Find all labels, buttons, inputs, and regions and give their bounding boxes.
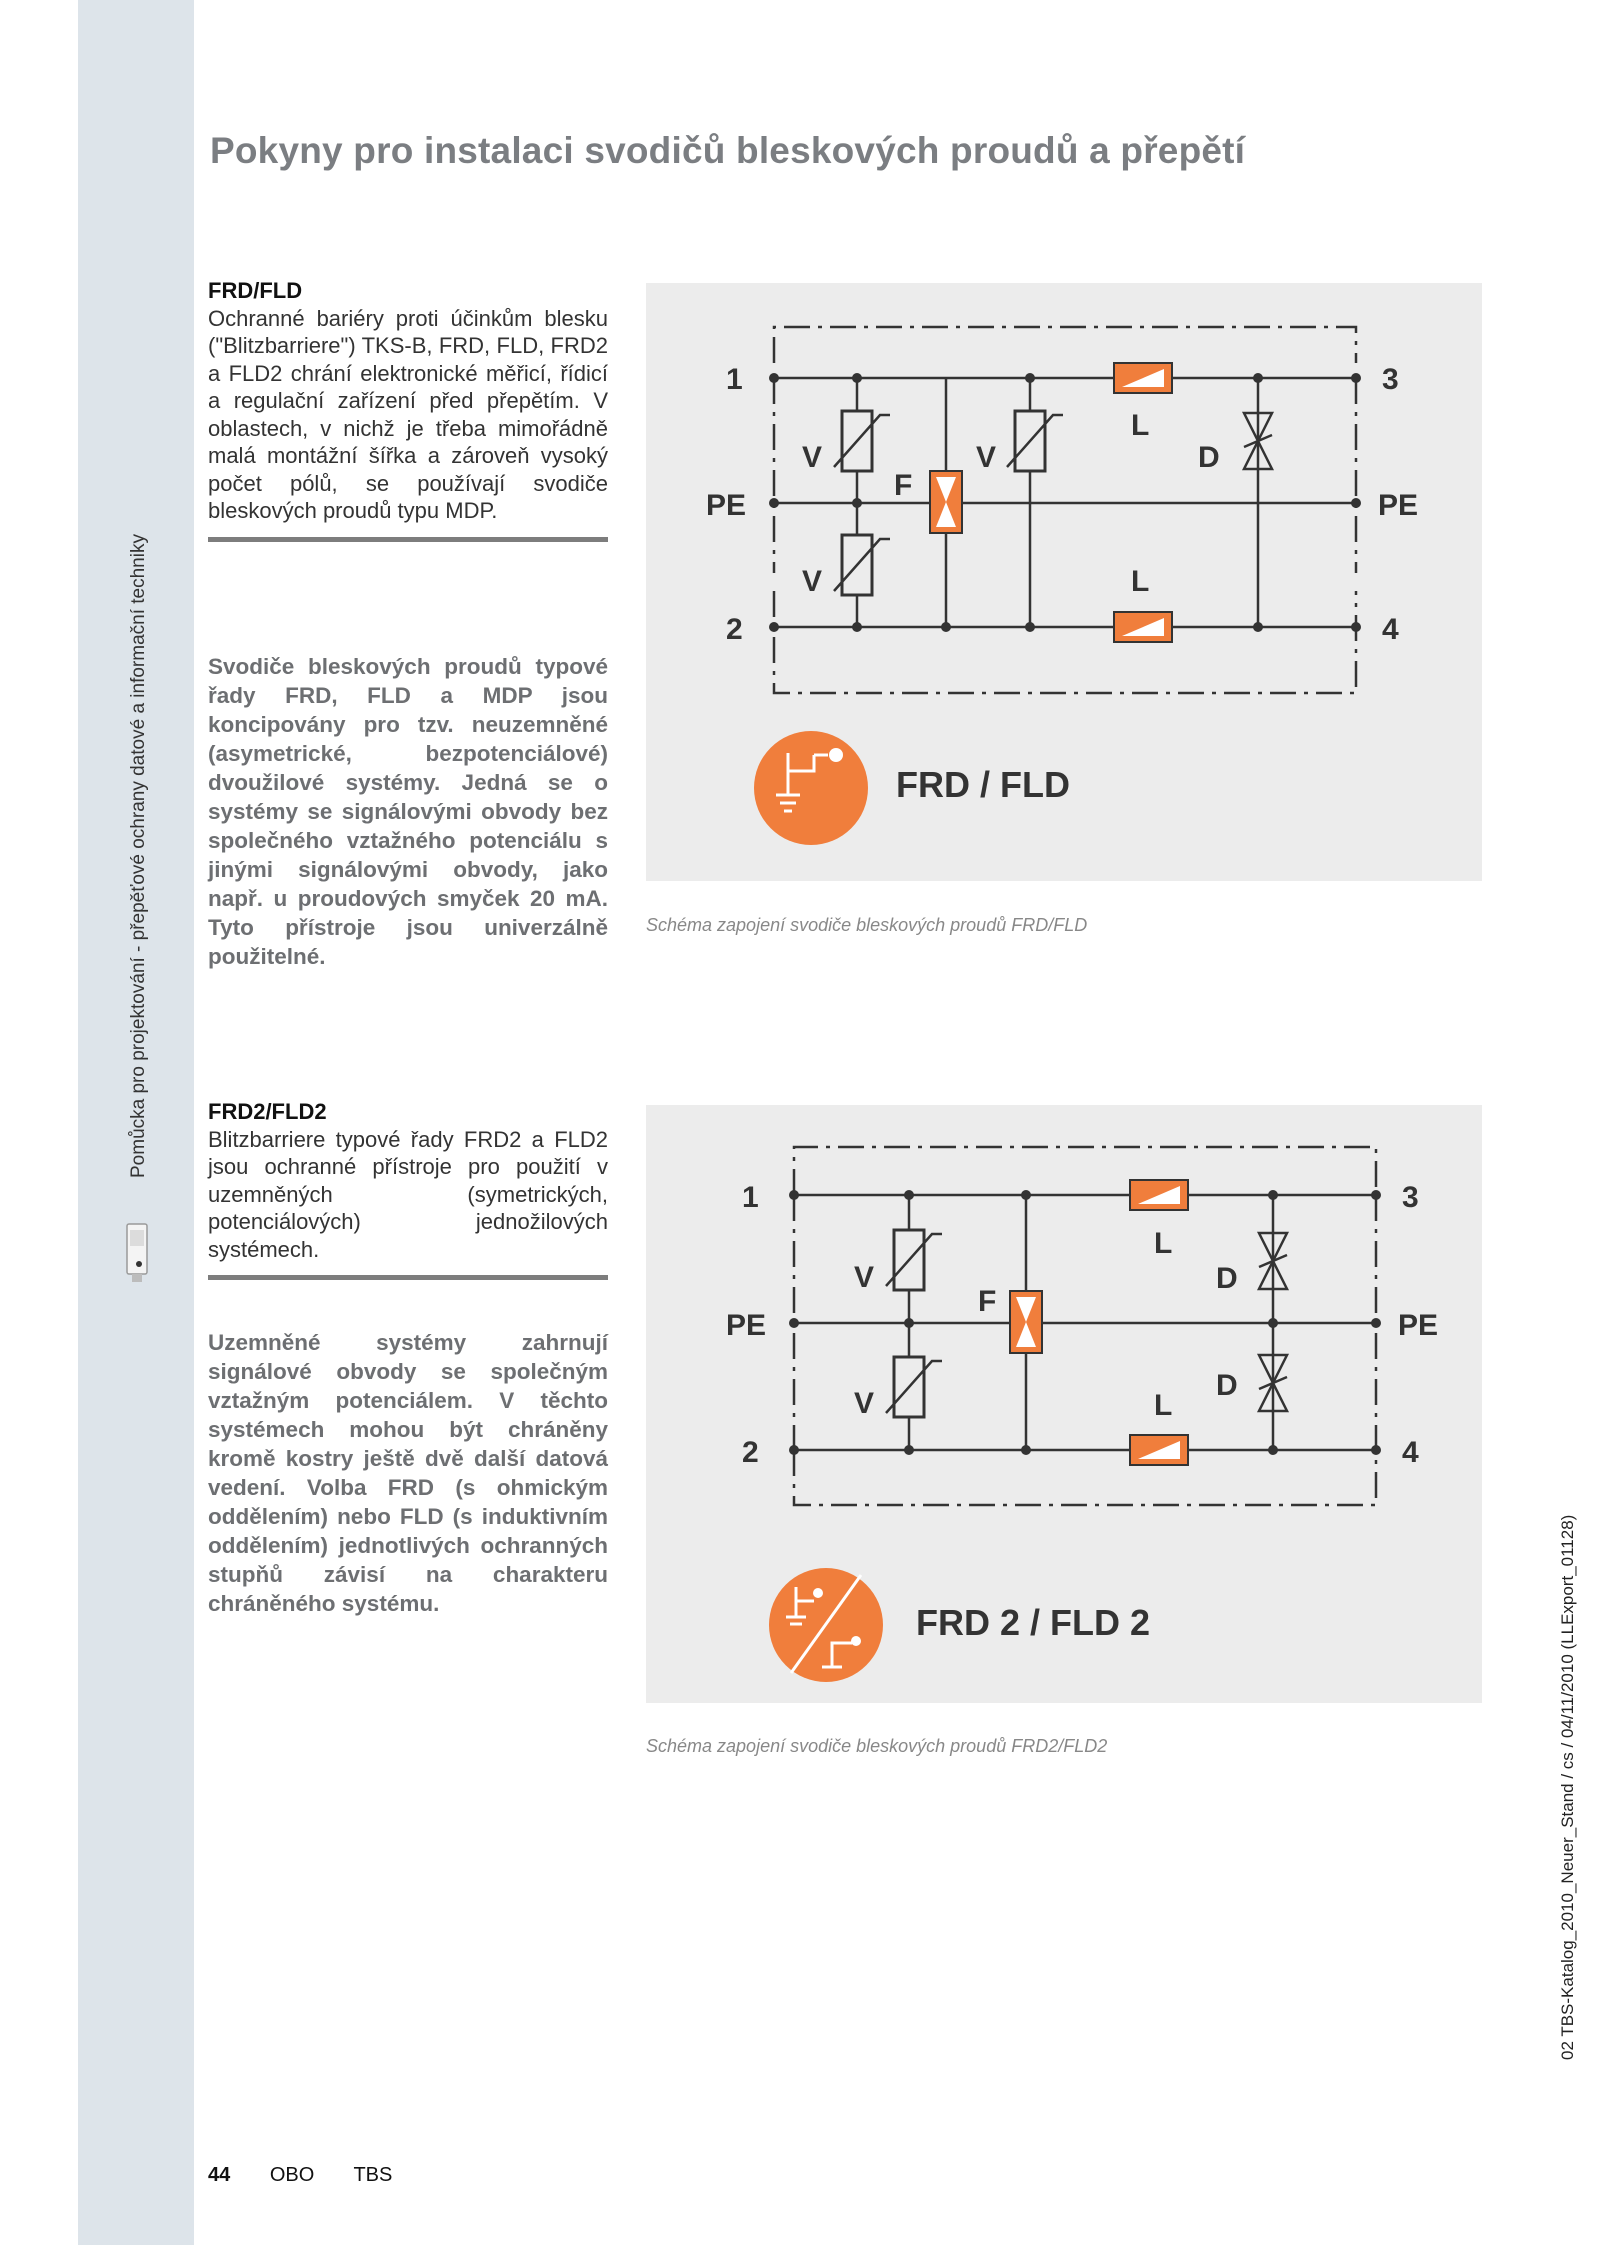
terminal-label: PE [1378,489,1419,522]
component-label: V [802,441,823,474]
terminal-label: PE [1398,1309,1439,1342]
section-heading: FRD2/FLD2 [208,1099,327,1124]
component-label: V [976,441,997,474]
terminal-label: 3 [1382,363,1399,396]
terminal-label: 3 [1402,1181,1419,1214]
component-label: D [1216,1369,1238,1402]
page-number: 44 [208,2164,231,2186]
terminal-label: 1 [742,1181,759,1214]
footer-brand: OBO [269,2164,315,2186]
print-metadata-vertical-text: 02 TBS-Katalog_2010_Neuer_Stand / cs / 04/11/2010 (LLExport_01128) [1558,1514,1577,2060]
terminal-label: 2 [726,613,743,646]
component-label: F [894,469,913,502]
diagram-product-label: FRD 2 / FLD 2 [916,1602,1151,1643]
wiring-diagram-frd2-fld2 [646,1105,1482,1703]
page-title: Pokyny pro instalaci svodičů bleskových proudů a přepětí [210,130,1246,171]
terminal-label: 2 [742,1436,759,1469]
component-label: V [854,1387,875,1420]
page-footer [208,2164,426,2187]
divider [208,537,608,542]
terminal-label: 4 [1382,613,1399,646]
section-body: Blitzbarriere typové řady FRD2 a FLD2 jsou ochranné přístroje pro použití v uzemněných (symetrických, potenciálových) jednožilových systémech. [208,1126,608,1262]
component-label: L [1131,565,1150,598]
component-label: V [802,565,823,598]
sidebar-vertical-text: Pomůcka pro projektování - přepěťové ochrany datové a informační techniky [128,534,149,1178]
section-body: Ochranné bariéry proti účinkům blesku ("Blitzbarriere") TKS-B, FRD, FLD, FRD2 a FLD2 chrání elektronické měřicí, řídicí a regulační zařízení před přepětím. V oblastech, v nichž je třeba mimořádně malá montážní šířka a zároveň vysoký počet pólů, se používají svodiče bleskových proudů typu MDP. [208,305,608,523]
divider [208,1275,608,1280]
component-label: L [1131,409,1150,442]
component-label: F [978,1285,997,1318]
section-highlight: Svodiče bleskových proudů typové řady FRD, FLD a MDP jsou koncipovány pro tzv. neuzemněné (asymetrické, bezpotenciálové) dvoužilové systémy. Jedná se o systémy se signálovými obvody bez společného vztažného potenciálu s jinými signálovými obvody, jako např. u proudových smyček 20 mA. Tyto přístroje jsou univerzálně použitelné. [208,654,608,969]
product-thumbnail-icon [124,1222,152,1284]
terminal-label: 4 [1402,1436,1419,1469]
section-frd2-fld2 [208,1098,608,1280]
terminal-label: PE [706,489,747,522]
component-label: L [1154,1227,1173,1260]
footer-section: TBS [353,2164,393,2186]
figure-caption: Schéma zapojení svodiče bleskových proudů FRD/FLD [646,915,1088,935]
ungrounded-system-icon [754,731,868,845]
component-label: V [854,1261,875,1294]
component-label: D [1216,1262,1238,1295]
component-label: D [1198,441,1220,474]
section-frd-fld [208,277,608,542]
terminal-label: 1 [726,363,743,396]
terminal-label: PE [726,1309,767,1342]
wiring-diagram-frd-fld [646,283,1482,881]
section-highlight: Uzemněné systémy zahrnují signálové obvody se společným vztažným potenciálem. V těchto systémech mohou být chráněny kromě kostry ještě dvě další datová vedení. Volba FRD (s ohmickým oddělením) nebo FLD (s induktivním oddělením) jednotlivých ochranných stupňů závisí na charakteru chráněného systému. [208,1330,608,1616]
component-label: L [1154,1389,1173,1422]
diagram-product-label: FRD / FLD [896,764,1070,805]
figure-caption: Schéma zapojení svodiče bleskových proudů FRD2/FLD2 [646,1736,1108,1756]
section-heading: FRD/FLD [208,278,303,303]
